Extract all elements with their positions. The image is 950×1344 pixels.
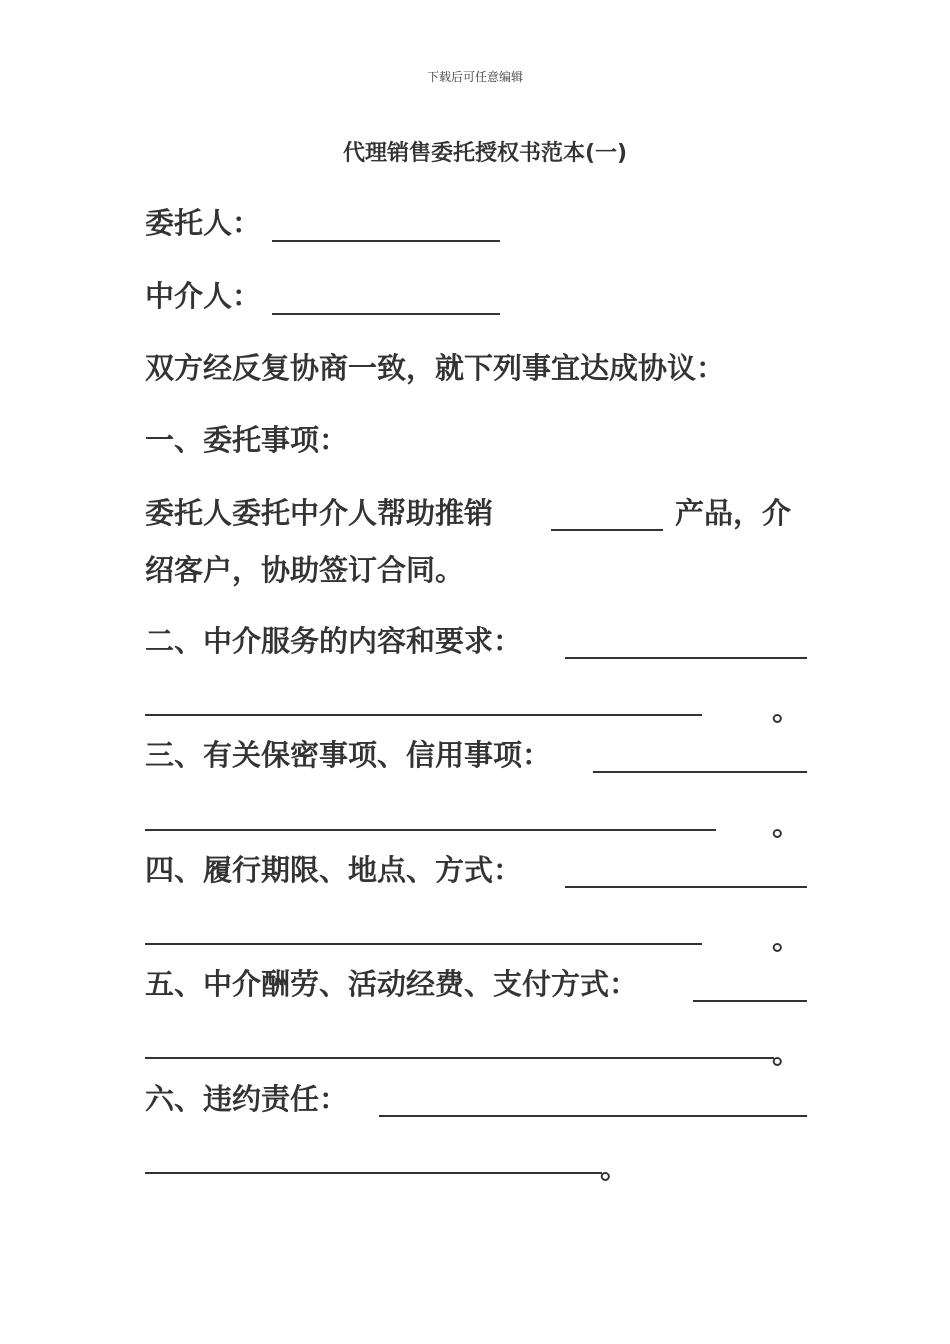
header-note: 下载后可任意编辑 (426, 70, 523, 84)
section-1-heading: 一、委托事项： (145, 423, 349, 457)
principal-blank[interactable] (272, 240, 500, 242)
section-5-blank-1[interactable] (693, 1000, 807, 1002)
section-6-blank-1[interactable] (379, 1115, 807, 1117)
section-6-period: 。 (600, 1151, 630, 1185)
section-4-period: 。 (772, 922, 802, 956)
section-2-period: 。 (772, 693, 802, 727)
section-3-blank-1[interactable] (593, 771, 807, 773)
section-5-heading: 五、中介酬劳、活动经费、支付方式： (145, 967, 639, 1001)
section-4-heading: 四、履行期限、地点、方式： (145, 853, 523, 887)
section-3-period: 。 (772, 808, 802, 842)
section-3-heading: 三、有关保密事项、信用事项： (145, 738, 552, 772)
product-blank[interactable] (551, 529, 663, 531)
section-1-body-b: 产品，介 (675, 496, 792, 530)
section-4-blank-2[interactable] (145, 943, 702, 945)
section-1-body-c: 绍客户，协助签订合同。 (145, 553, 465, 587)
intro-text: 双方经反复协商一致，就下列事宜达成协议： (145, 351, 726, 385)
section-2-blank-2[interactable] (145, 714, 702, 716)
principal-label: 委托人： (145, 206, 262, 240)
section-1-body-a: 委托人委托中介人帮助推销 (145, 496, 494, 530)
section-6-heading: 六、违约责任： (145, 1082, 349, 1116)
section-6-blank-2[interactable] (145, 1172, 602, 1174)
section-4-blank-1[interactable] (565, 886, 807, 888)
section-3-blank-2[interactable] (145, 829, 716, 831)
section-5-period: 。 (772, 1036, 802, 1070)
intermediary-label: 中介人： (145, 279, 262, 313)
intermediary-blank[interactable] (272, 313, 500, 315)
section-2-blank-1[interactable] (565, 657, 807, 659)
document-title: 代理销售委托授权书范本(一) (342, 141, 628, 166)
section-5-blank-2[interactable] (145, 1057, 774, 1059)
section-2-heading: 二、中介服务的内容和要求： (145, 624, 523, 658)
